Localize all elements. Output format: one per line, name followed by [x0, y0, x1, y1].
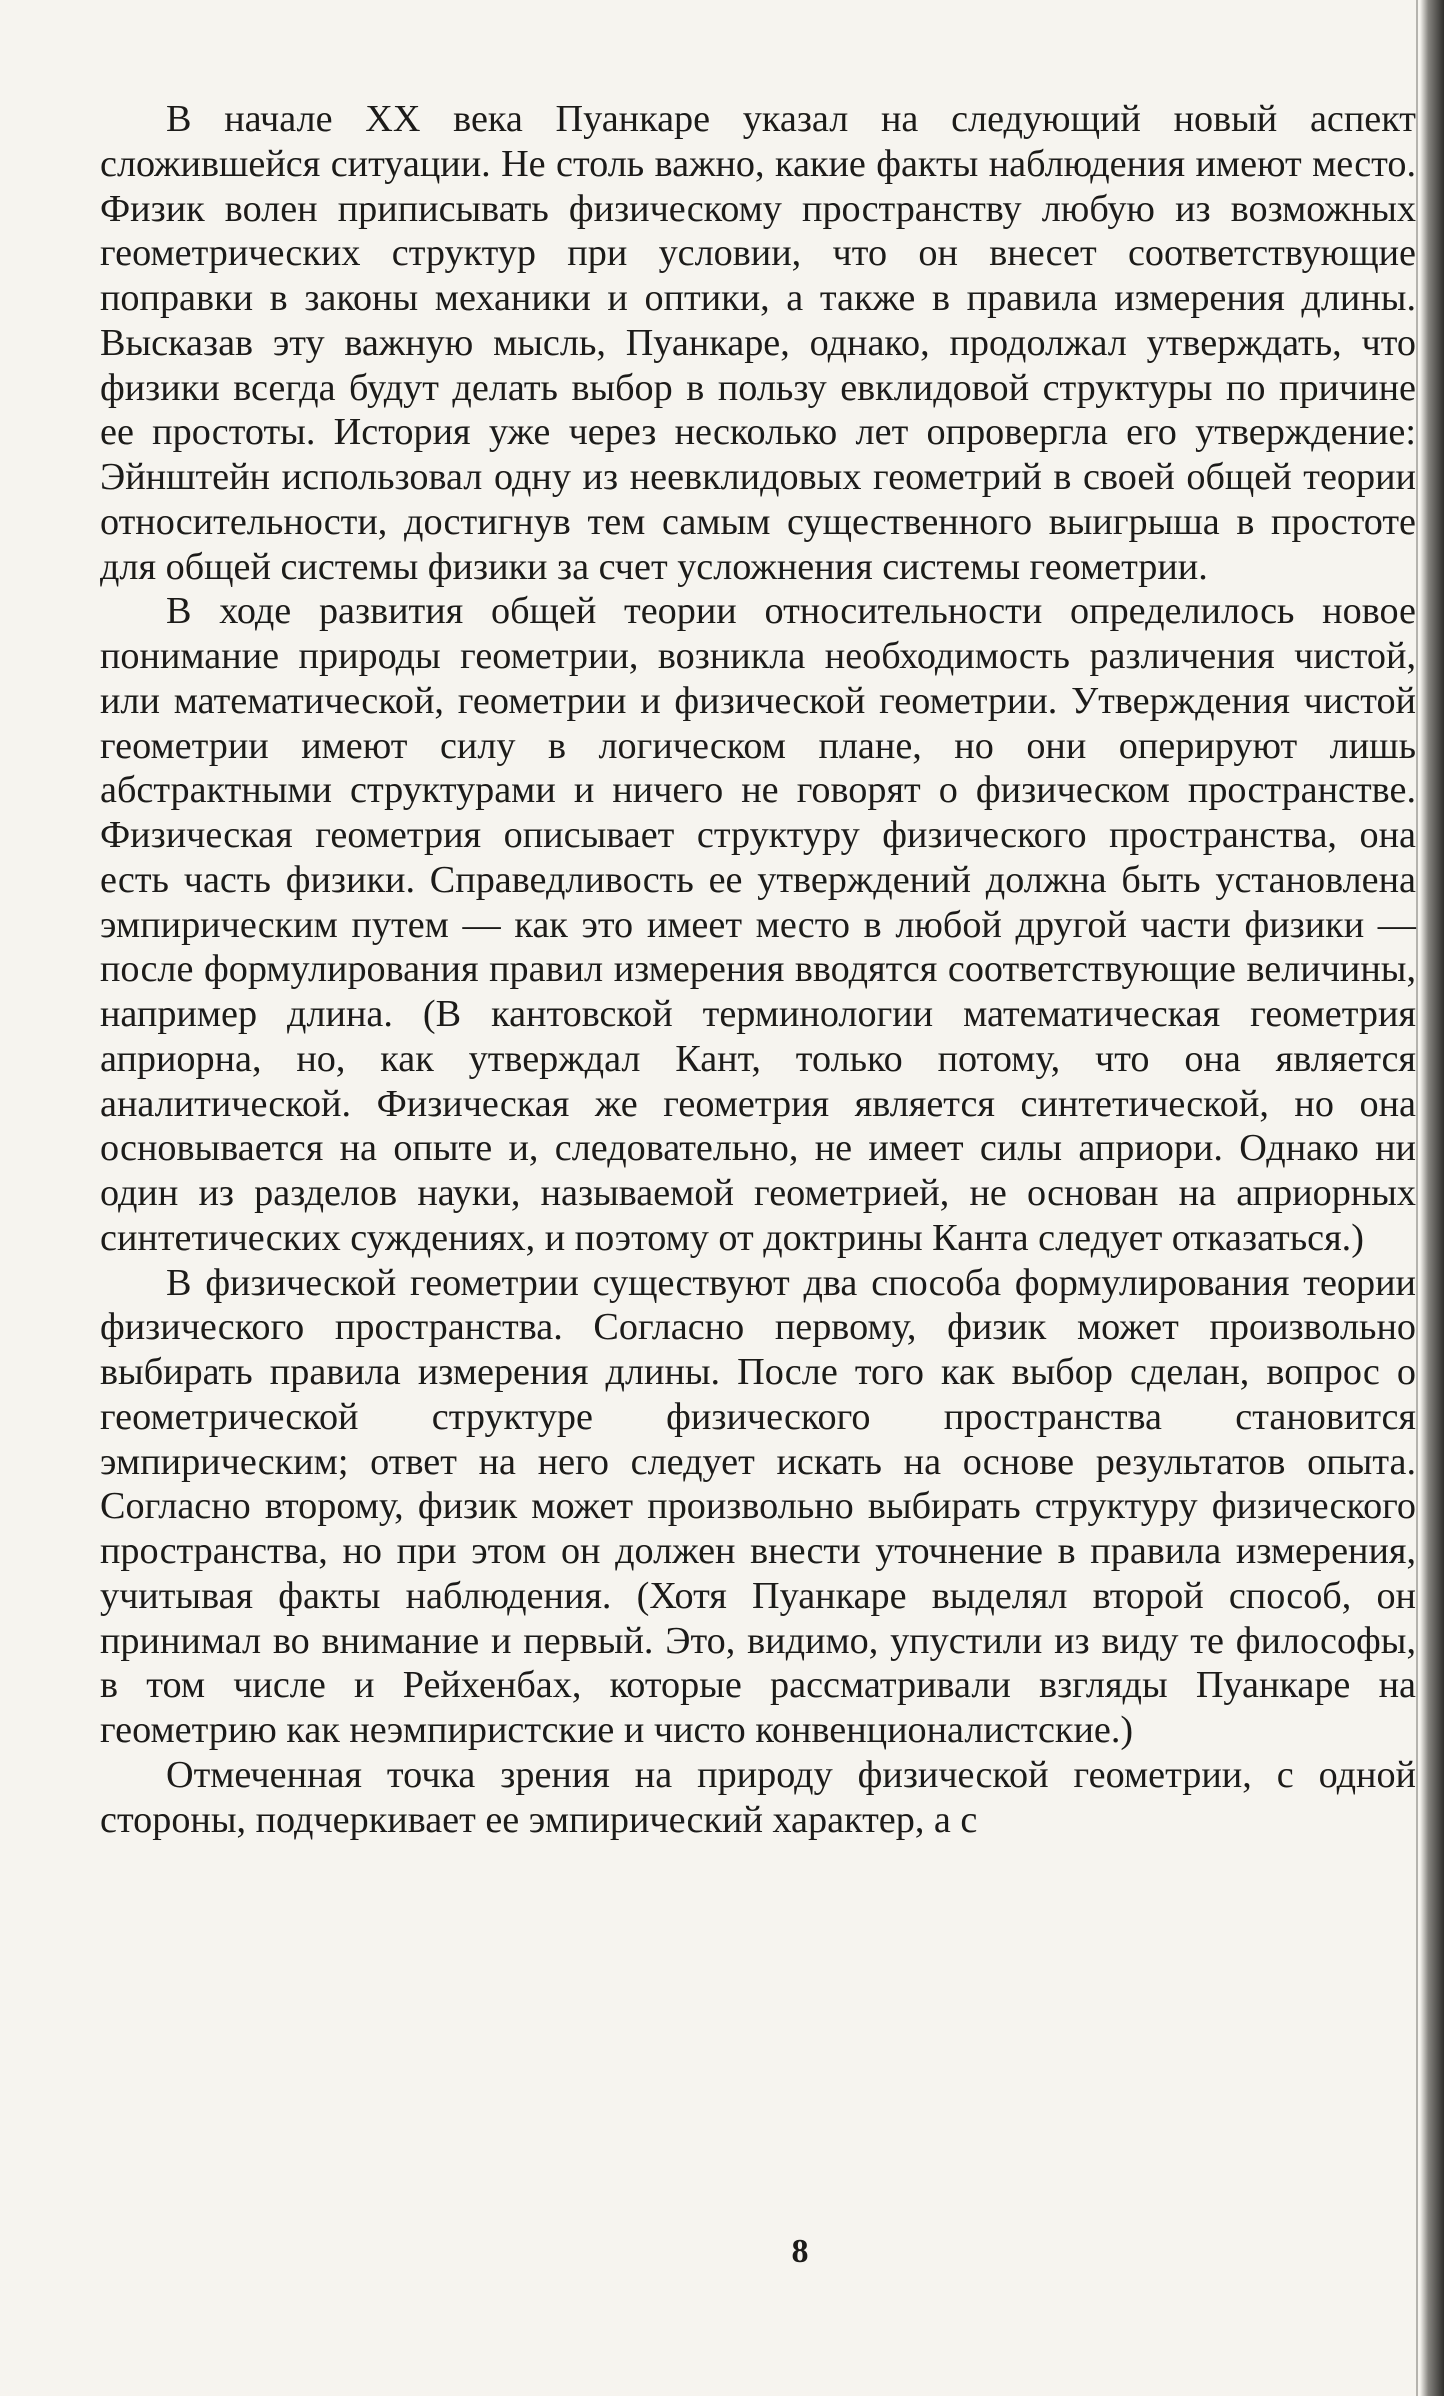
binding-shadow-line	[1416, 0, 1418, 2396]
paragraph-3: В физической геометрии существуют два способа формулирования теории физического пространства. Согласно первому, физик может произвольно выбирать правила измерения длины. После того как выбор сделан, вопрос о геометрической структуре физического пространства становится эмпирическим; ответ на него следует искать на основе результатов опыта. Согласно второму, физик может произвольно выбирать структуру физического пространства, но при этом он должен внести уточнение в правила измерения, учитывая факты наблюдения. (Хотя Пуанкаре выделял второй способ, он принимал во внимание и первый. Это, видимо, упустили из виду те философы, в том числе и Рейхенбах, которые рассматривали взгляды Пуанкаре на геометрию как неэмпиристские и чисто конвенционалистские.)	[100, 1261, 1416, 1751]
paragraph-2: В ходе развития общей теории относительности определилось новое понимание природы геометрии, возникла необходимость различения чистой, или математической, геометрии и физической геометрии. Утверждения чистой геометрии имеют силу в логическом плане, но они оперируют лишь абстрактными структурами и ничего не говорят о физическом пространстве. Физическая геометрия описывает структуру физического пространства, она есть часть физики. Справедливость ее утверждений должна быть установлена эмпирическим путем — как это имеет место в любой другой части физики — после формулирования правил измерения вводятся соответствующие величины, например длина. (В кантовской терминологии математическая геометрия априорна, но, как утверждал Кант, только потому, что она является аналитической. Физическая же геометрия является синтетической, но она основывается на опыте и, следовательно, не имеет силы априори. Однако ни один из разделов науки, называемой геометрией, не основан на априорных синтетических суждениях, и поэтому от доктрины Канта следует отказаться.)	[100, 590, 1416, 1259]
paragraph-1: В начале XX века Пуанкаре указал на следующий новый аспект сложившейся ситуации. Не столь важно, какие факты наблюдения имеют место. Физик волен приписывать физическому пространству любую из возможных геометрических структур при условии, что он внесет соответствующие поправки в законы механики и оптики, а также в правила измерения длины. Высказав эту важную мысль, Пуанкаре, однако, продолжал утверждать, что физики всегда будут делать выбор в пользу евклидовой структуры по причине ее простоты. История уже через несколько лет опровергла его утверждение: Эйнштейн использовал одну из неевклидовых геометрий в своей общей теории относительности, достигнув тем самым существенного выигрыша в простоте для общей системы физики за счет усложнения системы геометрии.	[100, 98, 1416, 588]
body-text	[100, 97, 1416, 1842]
page-number: 8	[791, 2233, 809, 2270]
paragraph-4: Отмеченная точка зрения на природу физической геометрии, с одной стороны, подчеркивает ее эмпирический характер, а с	[100, 1753, 1416, 1841]
binding-edge	[1420, 0, 1444, 2396]
